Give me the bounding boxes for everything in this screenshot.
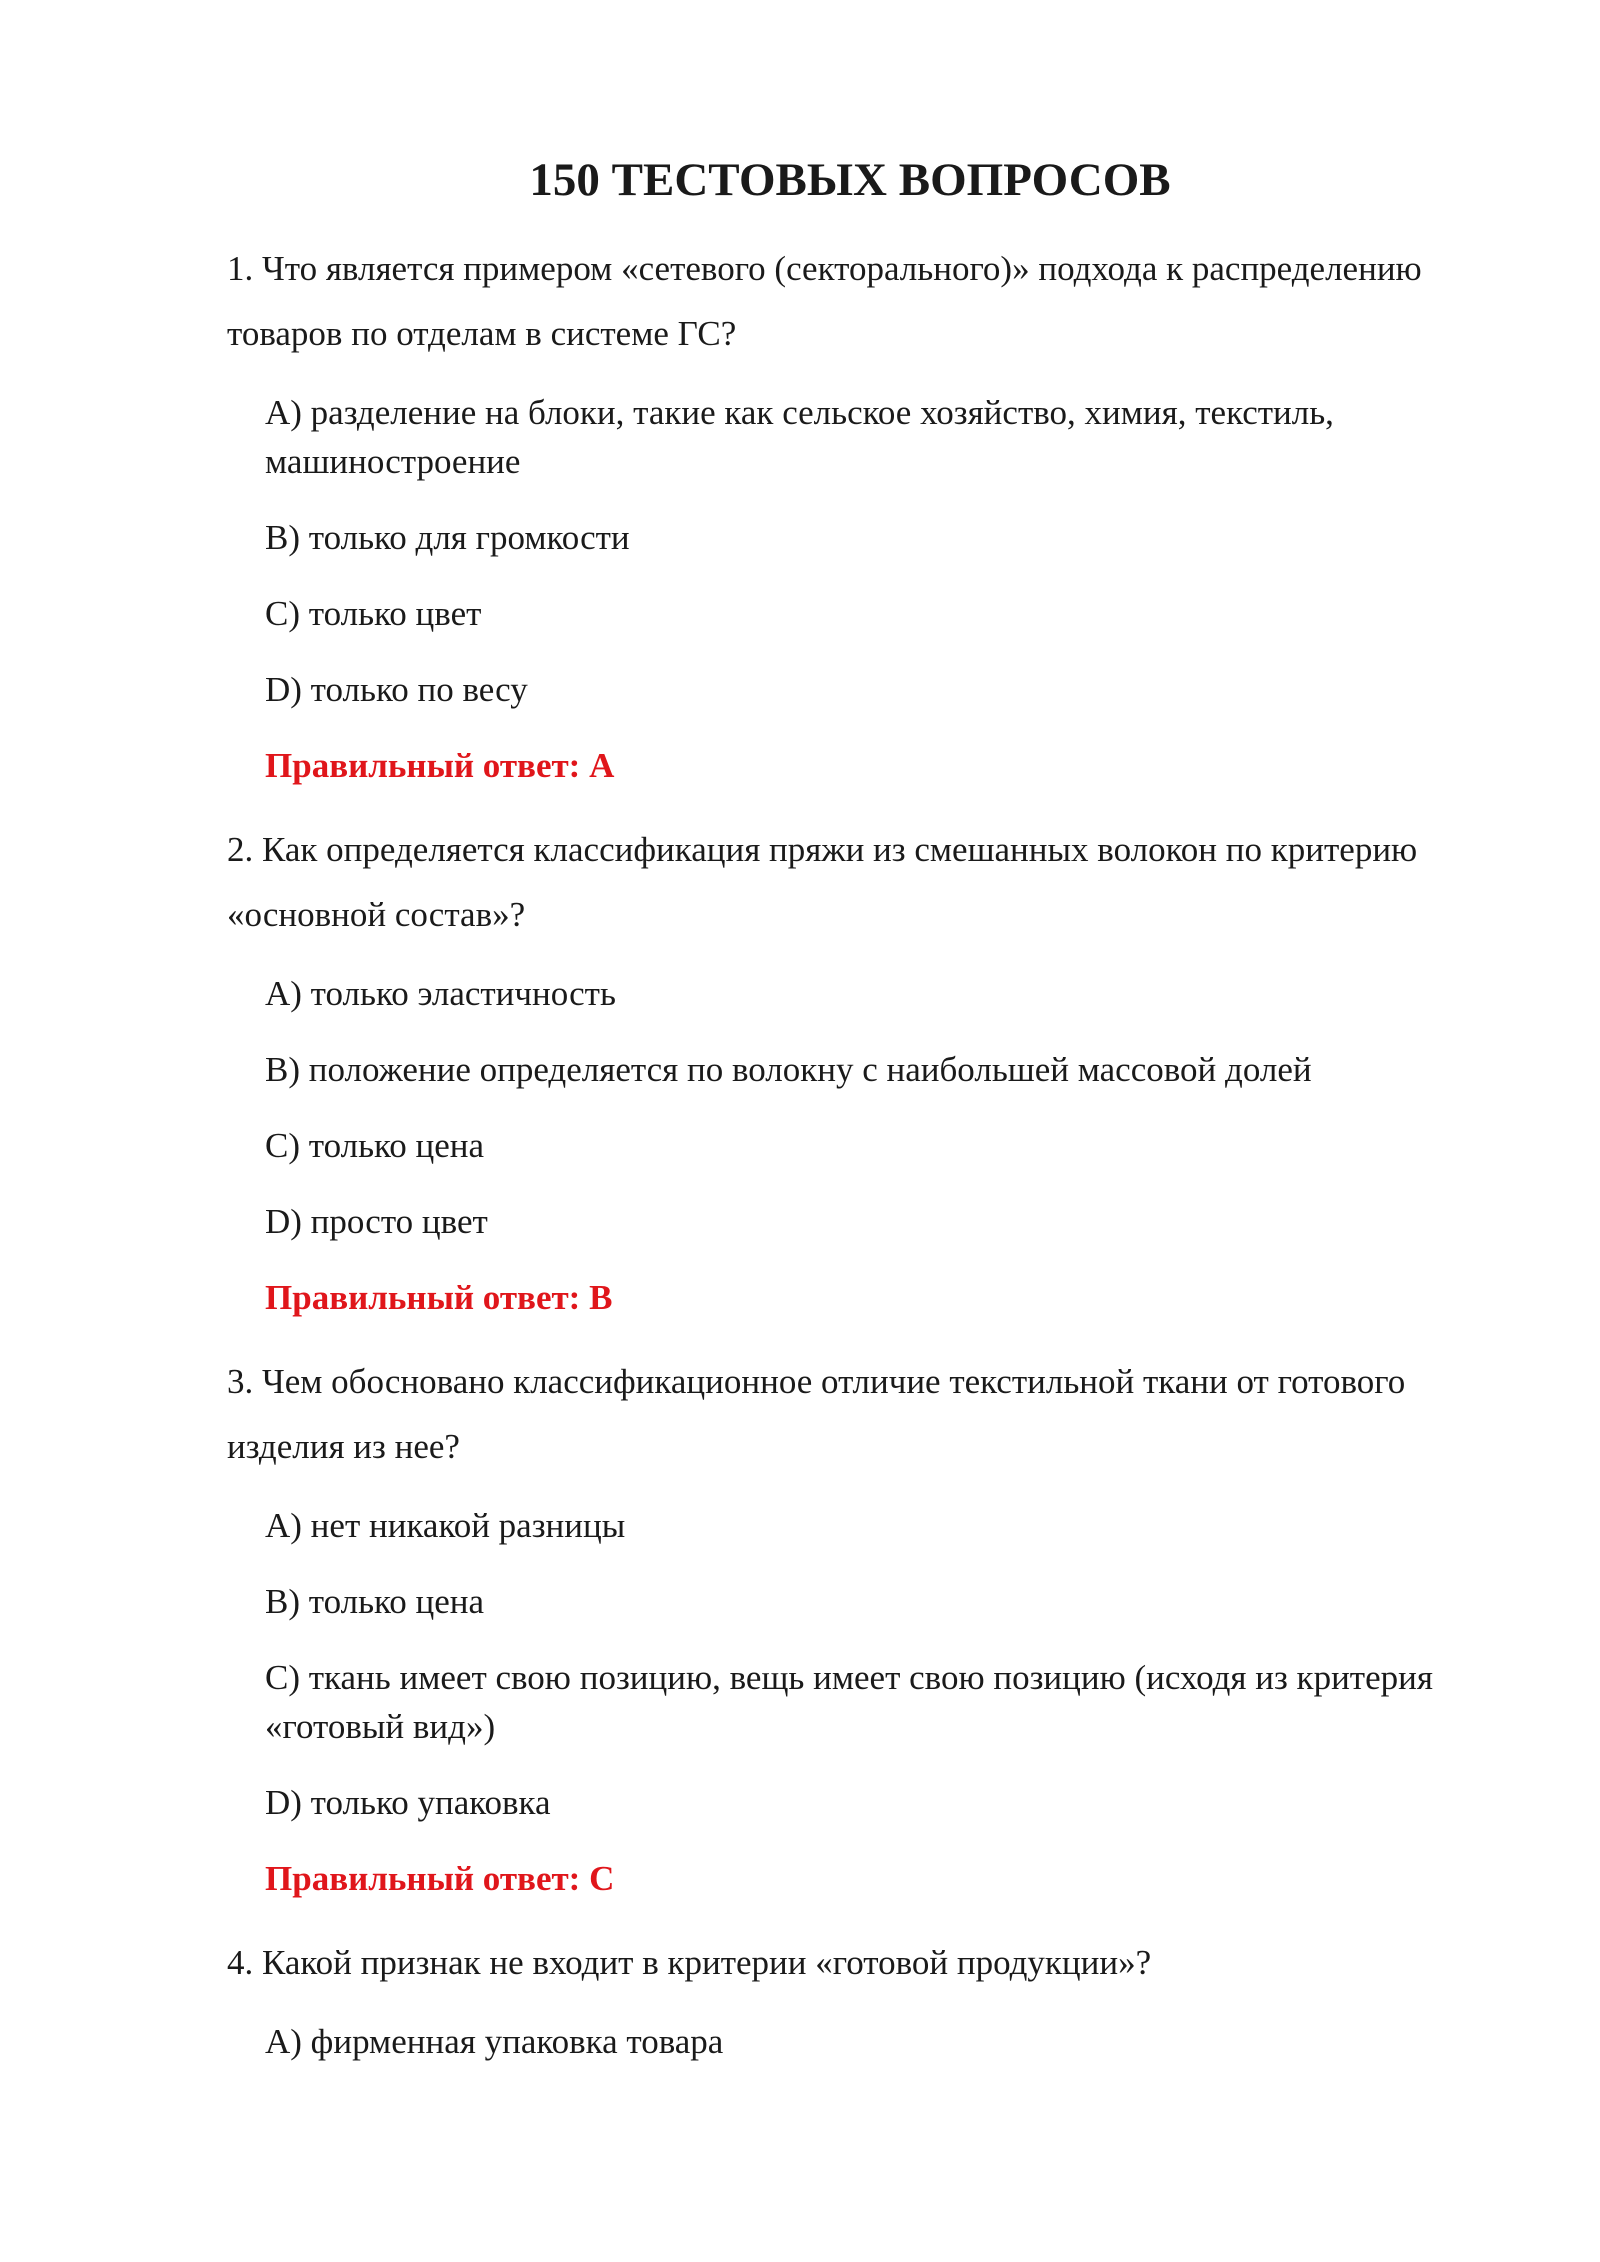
answer-option: B) только для громкости	[265, 518, 630, 557]
correct-answer: Правильный ответ: A	[265, 746, 615, 785]
question-text: 2. Как определяется классификация пряжи из смешанных волокон по критерию «основной состав»?	[227, 830, 1418, 934]
answer-option: A) только эластичность	[265, 974, 616, 1013]
answer-option: C) ткань имеет свою позицию, вещь имеет свою позицию (исходя из критерия «готовый вид»)	[265, 1658, 1433, 1746]
answer-option: D) только упаковка	[265, 1783, 551, 1822]
document-title: 150 ТЕСТОВЫХ ВОПРОСОВ	[529, 154, 1171, 206]
answer-option: B) только цена	[265, 1582, 485, 1621]
answer-option: A) фирменная упаковка товара	[265, 2022, 724, 2061]
answer-option: B) положение определяется по волокну с наибольшей массовой долей	[265, 1050, 1312, 1089]
answer-option: A) разделение на блоки, такие как сельское хозяйство, химия, текстиль, машиностроение	[265, 393, 1334, 481]
question-text: 1. Что является примером «сетевого (секторального)» подхода к распределению товаров по отделам в системе ГС?	[227, 249, 1422, 353]
answer-option: C) только цена	[265, 1126, 485, 1165]
answer-option: C) только цвет	[265, 594, 482, 633]
answer-option: D) только по весу	[265, 670, 528, 709]
question-block	[227, 236, 1437, 790]
question-list	[227, 236, 1437, 2093]
question-block	[227, 1349, 1437, 1903]
question-block	[227, 817, 1437, 1322]
correct-answer: Правильный ответ: C	[265, 1859, 615, 1898]
question-text: 4. Какой признак не входит в критерии «готовой продукции»?	[227, 1943, 1152, 1982]
question-block	[227, 1930, 1437, 2066]
correct-answer: Правильный ответ: B	[265, 1278, 613, 1317]
answer-option: A) нет никакой разницы	[265, 1506, 626, 1545]
question-text: 3. Чем обосновано классификационное отличие текстильной ткани от готового изделия из нее?	[227, 1362, 1406, 1466]
answer-option: D) просто цвет	[265, 1202, 488, 1241]
